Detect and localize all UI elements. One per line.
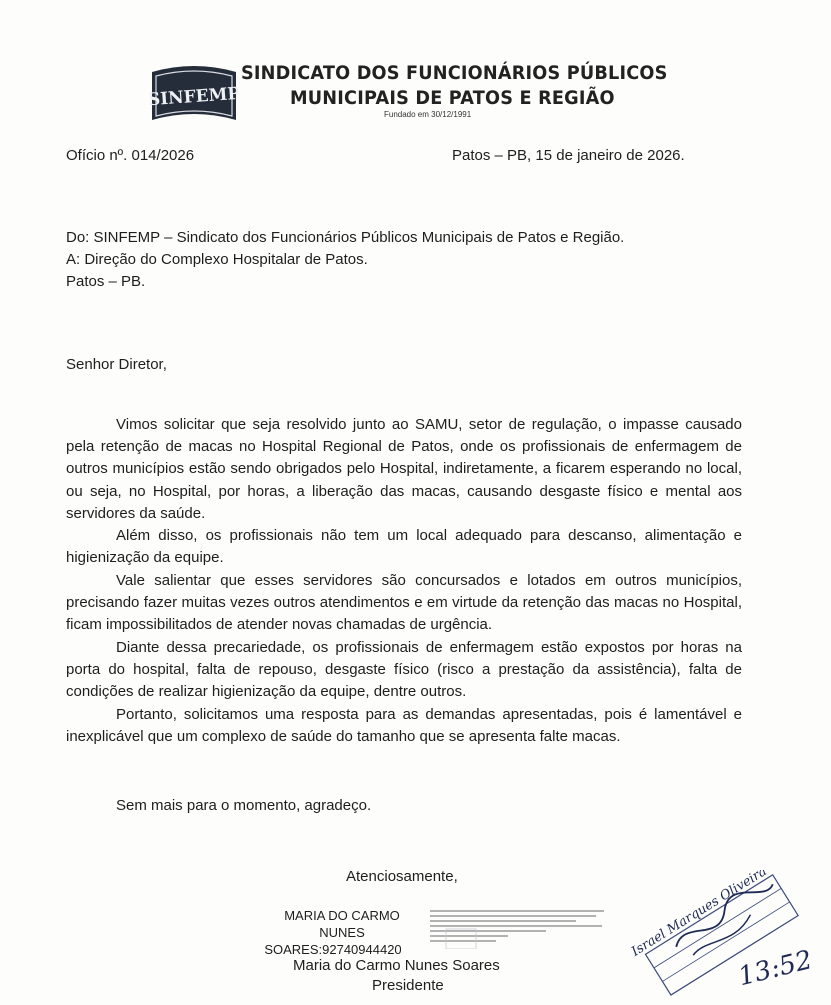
body-paragraph-5: Portanto, solicitamos uma resposta para as demandas apresentadas, pois é lamentável e inexplicável que um complexo de saúde do tamanho que se apresenta falte macas. (66, 706, 742, 746)
founded-date: Fundado em 30/12/1991 (384, 110, 472, 119)
place-date: Patos – PB, 15 de janeiro de 2026. (452, 147, 685, 164)
body-paragraph-2: Além disso, os profissionais não tem um local adequado para descanso, alimentação e higienização da equipe. (66, 527, 742, 567)
body-paragraph-1: Vimos solicitar que seja resolvido junto ao SAMU, setor de regulação, o impasse causado pela retenção de macas no Hospital Regional de Patos, onde os profissionais de enfermagem de outros municípios estão sendo obrigados pelo Hospital, indiretamente, a ficarem esperando no local, ou seja, no Hospital, por horas, a liberação das macas, causando desgaste físico e mental aos servidores da saúde. (66, 416, 742, 522)
union-title-line2: MUNICIPAIS DE PATOS E REGIÃO (290, 87, 615, 109)
regards: Atenciosamente, (346, 868, 458, 885)
receipt-stamp (620, 870, 831, 1000)
body-paragraph-3: Vale salientar que esses servidores são concursados e lotados em outros municípios, precisando fazer muitas vezes outros atendimentos e em virtude da retenção das macas no Hospital, ficam impossibilitados de atender novas chamadas de urgência. (66, 572, 742, 634)
letter-reference: Ofício nº. 014/2026 (66, 147, 195, 164)
to-city-line: Patos – PB. (66, 273, 146, 290)
from-line: Do: SINFEMP – Sindicato dos Funcionários Públicos Municipais de Patos e Região. (66, 229, 625, 246)
signer-name: Maria do Carmo Nunes Soares (293, 957, 500, 974)
salutation: Senhor Diretor, (66, 356, 167, 373)
signer-role: Presidente (372, 977, 444, 994)
digital-signature-name (264, 907, 412, 958)
sinfemp-logo (150, 64, 238, 126)
digital-signature-line1: MARIA DO CARMO (284, 908, 400, 923)
digital-signature-stamp (426, 907, 612, 949)
closing-line: Sem mais para o momento, agradeço. (116, 797, 372, 814)
to-line: A: Direção do Complexo Hospitalar de Patos. (66, 251, 368, 268)
union-title-line1: SINDICATO DOS FUNCIONÁRIOS PÚBLICOS (241, 62, 668, 84)
handwritten-name: Israel Marques Oliveira (629, 870, 770, 960)
body-paragraph-4: Diante dessa precariedade, os profissionais de enfermagem estão expostos por horas na porta do hospital, falta de repouso, desgaste físico (risco a prestação da assistência), falta de condições de realizar higienização da equipe, dentre outros. (66, 639, 742, 701)
digital-signature-line3: SOARES:92740944420 (264, 942, 402, 957)
handwritten-time: 13:52 (735, 945, 816, 993)
logo-text: SINFEMP (150, 83, 238, 111)
digital-signature-line2: NUNES (319, 925, 365, 940)
